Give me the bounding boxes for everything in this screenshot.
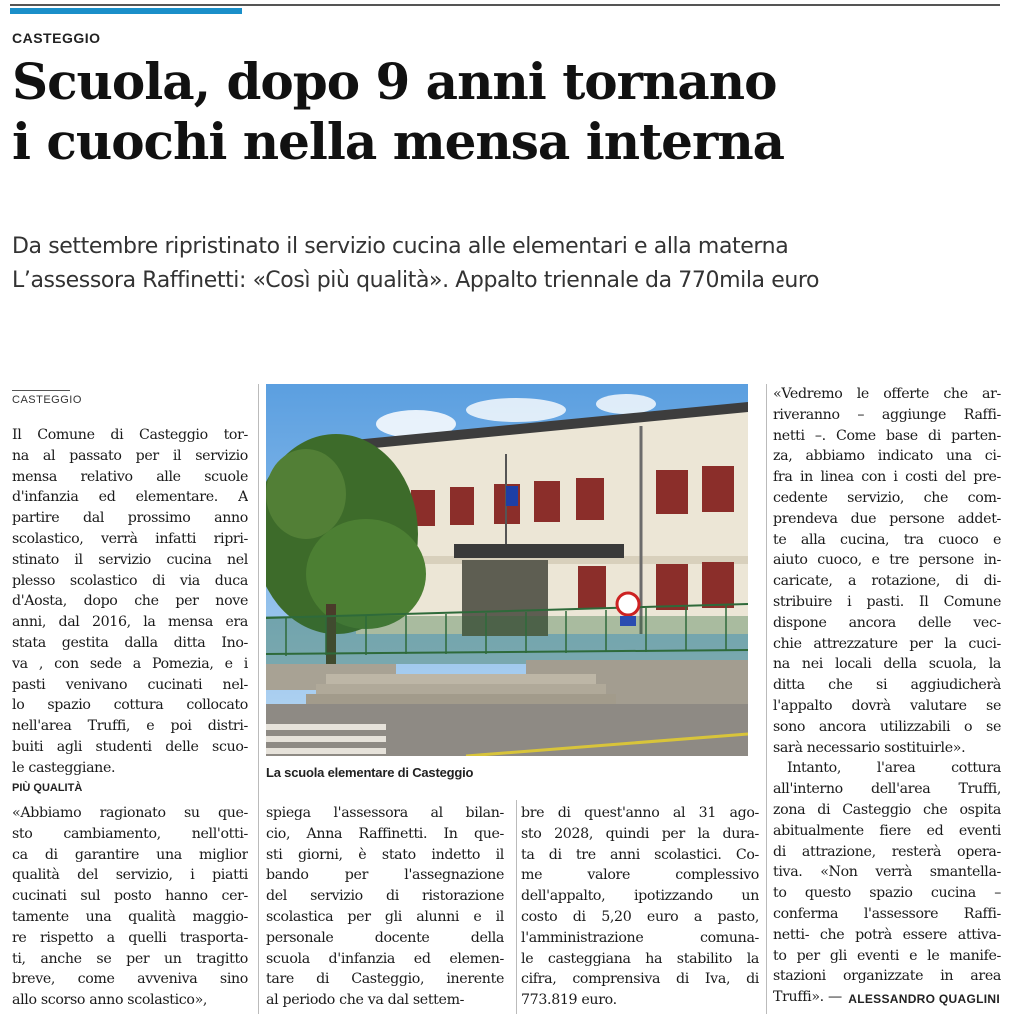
- text-line: stinato il servizio cucina nel: [12, 551, 248, 568]
- text-line: sto 2028, quindi per la dura-: [521, 825, 759, 842]
- text-line: ditta che si aggiudicherà: [773, 677, 1001, 694]
- text-line: sti giorni, è stato indetto il: [266, 846, 504, 863]
- text-line: «Abbiamo ragionato su que-: [12, 805, 248, 821]
- text-line: l'amministrazione comuna-: [521, 929, 759, 946]
- text-line: tamente una qualità maggio-: [12, 908, 248, 925]
- text-line: del servizio di ristorazione: [266, 888, 504, 905]
- text-line: spiega l'assessora al bilan-: [266, 805, 504, 821]
- text-line: chie attrezzature per la cuci-: [773, 635, 1001, 652]
- text-line: ca di garantire una miglior: [12, 846, 248, 863]
- kicker: CASTEGGIO: [12, 30, 101, 46]
- text-line: netti- che potrà essere attiva-: [773, 926, 1001, 943]
- text-line: costo di 5,20 euro a pasto,: [521, 908, 759, 925]
- section-accent-bar: [10, 8, 242, 14]
- subtitle: [12, 230, 1002, 298]
- subtitle-line: Da settembre ripristinato il servizio cucina alle elementari e alla materna: [12, 234, 789, 259]
- text-line: conferma l'assessore Raffi-: [773, 905, 1001, 922]
- text-line: al periodo che va dal settem-: [266, 992, 465, 1009]
- text-line: sarà necessario sostituirle».: [773, 739, 966, 756]
- byline: ALESSANDRO QUAGLINI: [848, 992, 1000, 1006]
- text-line: tare di Casteggio, inerente: [266, 971, 504, 988]
- text-line: aiuto cuoco, e tre persone in-: [773, 552, 1001, 569]
- text-line: mensa relativo alle scuole: [12, 468, 248, 485]
- text-line: scolastico, verrà infatti ripri-: [12, 530, 248, 547]
- text-line: d'infanzia ed elementare. A: [12, 489, 248, 506]
- text-line: l'appalto dovrà valutare se: [773, 697, 1001, 714]
- text-line: cifra, comprensiva di Iva, di: [521, 971, 759, 988]
- text-line: scuola d'infanzia ed elemen-: [266, 950, 504, 967]
- text-line: «Vedremo le offerte che ar-: [773, 386, 1001, 402]
- text-line: Truffi». —: [773, 989, 842, 1006]
- text-line: le casteggiana ha stabilito la: [521, 950, 759, 967]
- text-line: dell'appalto, ipotizzando un: [521, 888, 759, 905]
- column-1-quote: [12, 803, 248, 1011]
- text-line: bre di quest'anno al 31 ago-: [521, 805, 759, 821]
- text-line: scolastica per gli alunni e il: [266, 908, 504, 925]
- headline-line: Scuola, dopo 9 anni tornano: [12, 52, 777, 111]
- text-line: stribuire i pasti. Il Comune: [773, 593, 1001, 610]
- column-2: [266, 803, 504, 1011]
- photo-caption: La scuola elementare di Casteggio: [266, 765, 474, 780]
- text-line: qualità del servizio, i piatti: [12, 867, 248, 884]
- column-divider: [516, 800, 517, 1014]
- school-building-image: [266, 384, 748, 756]
- text-line: re rispetto a quelli trasporta-: [12, 929, 248, 946]
- text-line: stazioni organizzate in area: [773, 968, 1001, 985]
- text-line: me valore complessivo: [521, 867, 759, 884]
- text-line: stata gestita dalla ditta Ino-: [12, 634, 248, 651]
- subtitle-line: L’assessora Raffinetti: «Così più qualità». Appalto triennale da 770mila euro: [12, 268, 820, 293]
- text-line: di attrazione, resterà opera-: [773, 843, 1001, 860]
- text-line: dispone ancora delle vec-: [773, 614, 1001, 631]
- column-divider: [258, 384, 259, 1014]
- dateline: CASTEGGIO: [12, 390, 70, 406]
- text-line: te alla cucina, tra cuoco e: [773, 531, 1001, 548]
- text-line: buiti agli studenti delle scuo-: [12, 738, 248, 755]
- text-line: sono ancora utilizzabili o se: [773, 718, 1001, 735]
- text-line: prendeva due persone addet-: [773, 510, 1001, 527]
- text-line: fra in linea con i costi del pre-: [773, 469, 1001, 486]
- text-line: 773.819 euro.: [521, 992, 617, 1009]
- text-line: plesso scolastico di via duca: [12, 572, 248, 589]
- text-line: breve, come avveniva sino: [12, 971, 248, 988]
- headline: [12, 52, 1002, 172]
- text-line: cucinati sul posto hanno cer-: [12, 888, 248, 905]
- text-line: d'Aosta, dopo che per nove: [12, 593, 248, 610]
- column-3: [521, 803, 759, 1011]
- text-line: na nei locali della scuola, la: [773, 656, 1001, 673]
- text-line: Il Comune di Casteggio tor-: [12, 427, 248, 443]
- text-line: anni, dal 2016, la mensa era: [12, 614, 248, 631]
- text-line: za, abbiamo indicato una ci-: [773, 448, 1001, 465]
- text-line: zona di Casteggio che ospita: [773, 801, 1001, 818]
- text-line: partire dal prossimo anno: [12, 510, 248, 527]
- top-rule: [10, 4, 1000, 6]
- text-line: to questo spazio cucina –: [773, 885, 1001, 902]
- text-line: ti, anche se per un tragitto: [12, 950, 248, 967]
- text-line: personale docente della: [266, 929, 504, 946]
- text-line: sto cambiamento, nell'otti-: [12, 825, 248, 842]
- text-line: to per gli eventi e le manife-: [773, 947, 1001, 964]
- text-line: nell'area Truffi, e poi distri-: [12, 718, 248, 735]
- text-line: riveranno – aggiunge Raffi-: [773, 406, 1001, 423]
- column-divider: [766, 384, 767, 1014]
- text-line: allo scorso anno scolastico»,: [12, 992, 208, 1009]
- column-4: [773, 384, 1001, 1008]
- column-1-intro: [12, 425, 248, 779]
- text-line: caricate, a rotazione, di di-: [773, 573, 1001, 590]
- subhead: PIÙ QUALITÀ: [12, 782, 83, 794]
- headline-line: i cuochi nella mensa interna: [12, 112, 785, 171]
- text-line: lo spazio cottura collocato: [12, 697, 248, 714]
- text-line: le casteggiane.: [12, 759, 116, 776]
- text-line: all'interno dell'area Truffi,: [773, 781, 1001, 798]
- text-line: tiva. «Non verrà smantella-: [773, 864, 1001, 881]
- text-line: bando per l'assegnazione: [266, 867, 504, 884]
- text-line: Intanto, l'area cottura: [787, 760, 1001, 777]
- text-line: ta di tre anni scolastici. Co-: [521, 846, 759, 863]
- text-line: va , con sede a Pomezia, e i: [12, 655, 248, 672]
- text-line: abitualmente fiere ed eventi: [773, 822, 1001, 839]
- text-line: pasti venivano cucinati nel-: [12, 676, 248, 693]
- text-line: cedente servizio, che com-: [773, 489, 1001, 506]
- school-photo: [266, 384, 748, 756]
- text-line: cio, Anna Raffinetti. In que-: [266, 825, 504, 842]
- text-line: na al passato per il servizio: [12, 447, 248, 464]
- text-line: netti –. Come base di parten-: [773, 427, 1001, 444]
